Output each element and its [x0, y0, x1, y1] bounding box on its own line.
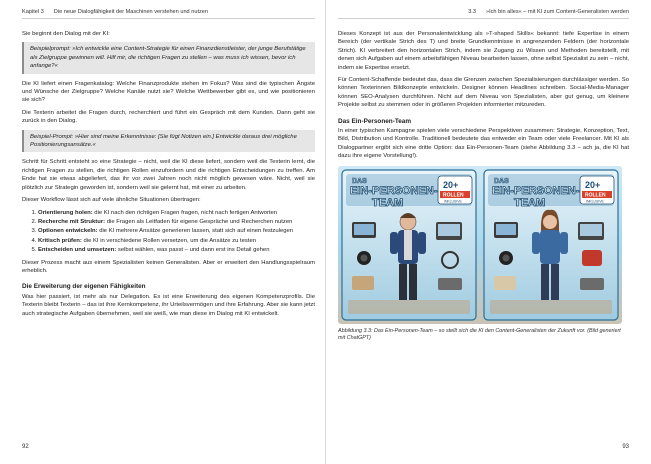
page-number: 93: [622, 444, 629, 450]
section-heading: Das Ein-Personen-Team: [338, 117, 412, 125]
list-term: Kritisch prüfen:: [38, 237, 82, 244]
list-term: Orientierung holen:: [38, 209, 93, 216]
paragraph: Sie beginnt den Dialog mit der KI:: [22, 31, 110, 37]
running-head-left: [22, 9, 315, 19]
list-term: Optionen entwickeln:: [38, 228, 98, 235]
list-text: die KI mehrere Ansätze generieren lassen, statt sich auf einen festzulegen: [99, 228, 294, 235]
running-head-right: [338, 9, 629, 19]
paragraph: Die KI liefert einen Fragenkatalog: Welche Finanzprodukte stehen im Fokus? Was sind die typischen Ängste und Wünsche der Zielgruppe? Welche Kanäle nutzt sie? Welche Wettbewerber gibt es, und wie positionieren sie sich?: [22, 80, 315, 104]
figure-illustration: [338, 166, 622, 324]
right-page: [326, 0, 651, 464]
section-heading: Die Erweiterung der eigenen Fähigkeiten: [22, 283, 146, 291]
figure-one-person-team: [338, 166, 622, 324]
list-text: selbst wählen, was passt – und dann erst ins Detail gehen: [117, 247, 270, 254]
box-title-1: EIN-PERSONEN-: [492, 184, 580, 197]
workflow-list: [22, 209, 315, 255]
section-number: 3.3: [468, 9, 476, 15]
figure-caption: Abbildung 3.3: Das Ein-Personen-Team – so stellt sich die KI den Content-Generalisten der Zukunft vor. (Bild generiert mit ChatGPT): [338, 327, 621, 342]
paragraph: Was hier passiert, ist mehr als nur Delegation. Es ist eine Erweiterung des eigenen Kompetenzprofils. Die Texterin bleibt Texterin – das ist ihre Kernkompetenz, ihr Urteilsvermögen und ihre Erfahrung. Aber sie kann jetzt auch strategische Aufgaben übernehmen, weil sie weiß, wie man diese im Dialog mit KI entwickelt.: [22, 293, 315, 317]
box-title-1: EIN-PERSONEN-: [350, 184, 438, 197]
badge-label: ROLLEN: [585, 192, 606, 199]
list-item: [38, 237, 315, 245]
paragraph: Dieser Workflow lässt sich auf viele ähnliche Situationen übertragen:: [22, 197, 201, 204]
box-small-text: DAS: [352, 177, 367, 185]
paragraph: Dieses Konzept ist aus der Personalentwicklung als »T-shaped Skills« bekannt: tiefe Expertise in einem Bereich (der vertikale Strich des T) und breite Grundkenntnisse in angrenzenden Feldern (der horizontale Strich). KI verbreitert den horizontalen Strich, indem sie Zugang zu Wissen und Methoden bereitstellt, mit denen sich Aufgaben auf einem arbeitsfähigen Niveau bearbeiten lassen, ohne selbst Spezialist zu sein – nicht, indem sie Expertise ersetzt.: [338, 31, 629, 71]
box-title-2: TEAM: [514, 196, 546, 209]
box-title-2: TEAM: [372, 196, 404, 209]
badge-number: 20+: [443, 179, 459, 190]
list-item: [38, 246, 315, 254]
paragraph: Für Content-Schaffende bedeutet das, dass die Grenzen zwischen Spezialisierungen durchlässiger werden. So können Texterinnen Bildkonzepte entwickeln. Designer können Headlines schreiben. Social-Media-Manager können SEO-Analysen durchführen. Nicht auf dem Niveau von Spezialisten, aber gut genug, um kleinere Projekte selbst zu stemmen oder in größeren Projekten informierter mitzureden.: [338, 77, 629, 109]
prompt-example-box: Beispielprompt: »Ich entwickle eine Content-Strategie für einen Finanzdienstleister, der junge Berufstätige als Zielgruppe gewinnen will. Hilf mir, die richtigen Fragen zu stellen – was muss ich wissen, bevor ich anfange?«: [22, 42, 315, 73]
toy-box-right: [484, 170, 618, 320]
chapter-title: Die neue Dialogfähigkeit der Maschinen verstehen und nutzen: [53, 9, 209, 15]
box-small-text: DAS: [494, 177, 509, 185]
badge-number: 20+: [585, 179, 601, 190]
list-text: die KI in verschiedene Rollen versetzen, um die Ansätze zu testen: [83, 237, 257, 244]
list-item: [38, 218, 315, 226]
paragraph: Schritt für Schritt entsteht so eine Strategie – nicht, weil die KI diese liefert, sondern weil die Texterin lernt, die richtigen Fragen zu stellen, die richtigen Rollen einzufordern und die richtigen Entscheidungen zu treffen. Am Ende hat sie etwas abgeliefert, das ihr vor zwei Jahren noch nicht möglich gewesen wäre. Nicht, weil sie plötzlich zur Strategin geworden ist, sondern weil sie gelernt hat, mit einer zu arbeiten.: [22, 159, 315, 191]
list-term: Recherche mit Struktur:: [38, 218, 106, 225]
paragraph: In einer typischen Kampagne spielen viele verschiedene Perspektiven zusammen: Strategie, Konzeption, Text, Bild, Distribution und Kontrolle. Traditionell bedeutete das entweder ein Team oder viele Freelancer. Mit KI als Dialogpartner ergibt sich eine dritte Option: das Ein-Personen-Team (siehe Abbildung 3.3 – ach ja, die KI hat dazu ihre eigene Vorstellung!).: [338, 128, 629, 160]
list-text: die KI nach den richtigen Fragen fragen, nicht nach fertigen Antworten: [94, 209, 278, 216]
list-term: Entscheiden und umsetzen:: [38, 247, 117, 254]
badge-sub: INKLUSIVE: [586, 199, 604, 204]
paragraph: Die Texterin arbeitet die Fragen durch, recherchiert und führt ein Gespräch mit dem Kunden. Dann geht sie zurück in den Dialog.: [22, 109, 315, 125]
toy-box-left: [342, 170, 476, 320]
left-page: [0, 0, 325, 464]
list-item: [38, 209, 315, 217]
section-title: »Ich bin alles« – mit KI zum Content-Generalisten werden: [485, 9, 629, 15]
list-text: die Fragen als Leitfaden für eigene Gespräche und Recherchen nutzen: [106, 218, 293, 225]
list-item: [38, 227, 315, 235]
badge-label: ROLLEN: [443, 192, 464, 199]
paragraph: Dieser Prozess macht aus einem Spezialisten keinen Generalisten. Aber er erweitert den Handlungsspielraum erheblich.: [22, 259, 315, 274]
chapter-label: Kapitel 3: [22, 9, 44, 15]
page-number: 92: [22, 444, 29, 450]
prompt-example-box: Beispiel-Prompt: »Hier sind meine Erkenntnisse: [Sie fügt Notizen ein.] Entwickle daraus drei mögliche Positionierungsansätze.«: [22, 130, 315, 153]
badge-sub: INKLUSIVE: [444, 199, 462, 204]
